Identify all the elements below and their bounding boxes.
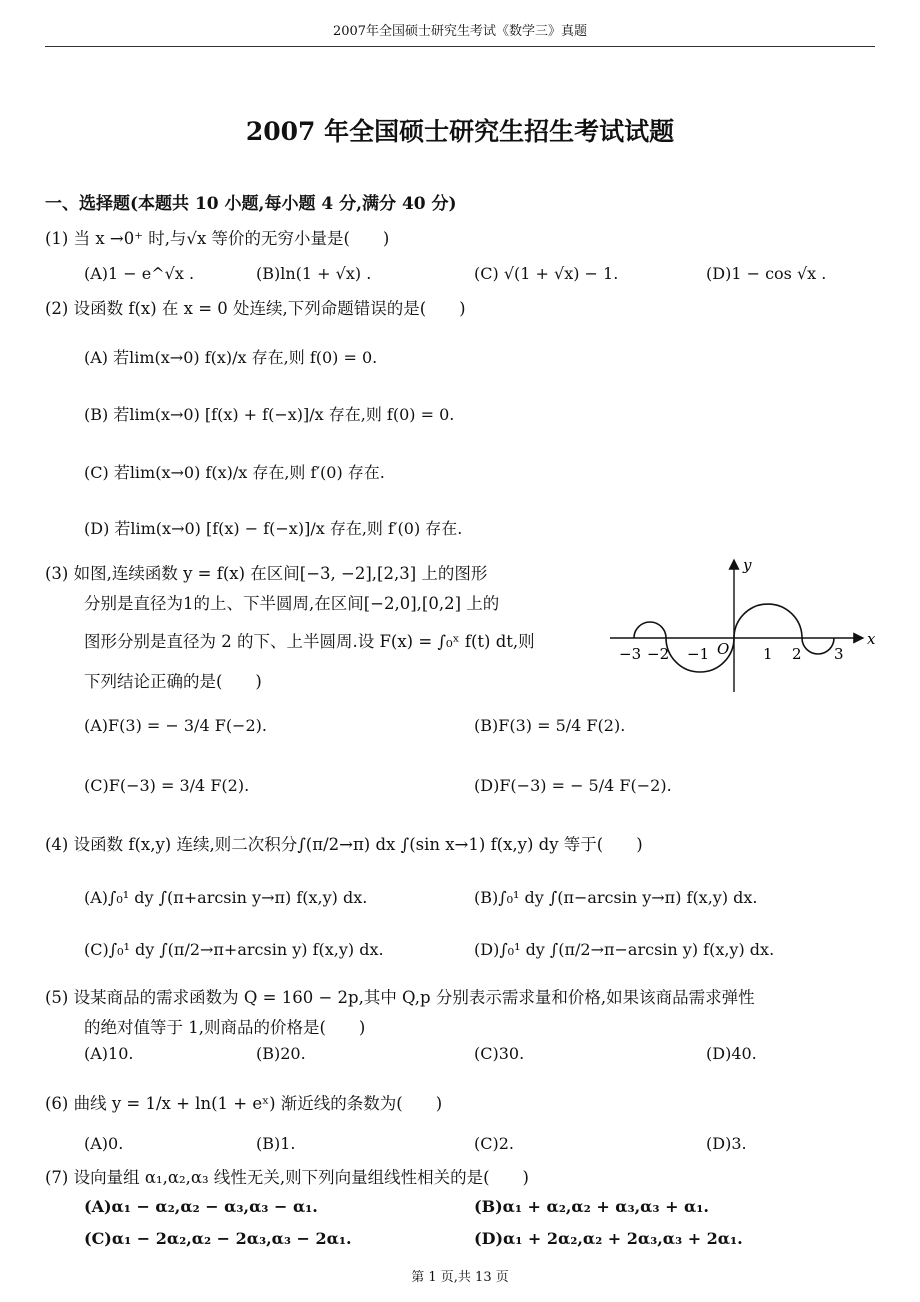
graph-y-label: y: [743, 556, 752, 574]
q6-option-d: (D)3.: [706, 1134, 747, 1153]
q3-line-2: 分别是直径为1的上、下半圆周,在区间[−2,0],[0,2] 上的: [84, 594, 500, 613]
graph-origin-label: O: [717, 640, 730, 658]
curve-upper-large-right: [734, 604, 802, 638]
curve-upper-small-left: [634, 622, 666, 638]
q7-option-d: (D)α₁ + 2α₂,α₂ + 2α₃,α₃ + 2α₁.: [474, 1229, 743, 1248]
q5-option-b: (B)20.: [256, 1044, 306, 1063]
q7-option-a: (A)α₁ − α₂,α₂ − α₃,α₃ − α₁.: [84, 1197, 318, 1216]
graph-tick-neg3: −3: [619, 645, 642, 663]
q5-option-d: (D)40.: [706, 1044, 757, 1063]
q1-option-c: (C) √(1 + √x) − 1.: [474, 264, 619, 283]
q6-option-c: (C)2.: [474, 1134, 514, 1153]
q3-option-a: (A)F(3) = − 3/4 F(−2).: [84, 716, 267, 735]
graph-tick-1: 1: [763, 645, 773, 663]
q4-option-a: (A)∫₀¹ dy ∫(π+arcsin y→π) f(x,y) dx.: [84, 888, 368, 907]
q7-option-b: (B)α₁ + α₂,α₂ + α₃,α₃ + α₁.: [474, 1197, 709, 1216]
graph-tick-neg1: −1: [687, 645, 710, 663]
q3-line-1: (3) 如图,连续函数 y = f(x) 在区间[−3, −2],[2,3] 上的图形: [45, 564, 488, 583]
q2-option-d: (D) 若lim(x→0) [f(x) − f(−x)]/x 存在,则 f′(0) 存在.: [84, 519, 463, 538]
q7-option-c: (C)α₁ − 2α₂,α₂ − 2α₃,α₃ − 2α₁.: [84, 1229, 352, 1248]
q3-line-4: 下列结论正确的是( ): [84, 672, 262, 691]
q5-line-2: 的绝对值等于 1,则商品的价格是( ): [84, 1018, 366, 1037]
q1-option-a: (A)1 − e^√x .: [84, 264, 195, 283]
q5-line-1: (5) 设某商品的需求函数为 Q = 160 − 2p,其中 Q,p 分别表示需求量和价格,如果该商品需求弹性: [45, 988, 755, 1007]
q6-stem: (6) 曲线 y = 1/x + ln(1 + eˣ) 渐近线的条数为( ): [45, 1094, 443, 1113]
q4-stem: (4) 设函数 f(x,y) 连续,则二次积分∫(π/2→π) dx ∫(sin x→1) f(x,y) dy 等于( ): [45, 835, 643, 854]
q3-option-c: (C)F(−3) = 3/4 F(2).: [84, 776, 250, 795]
q3-option-b: (B)F(3) = 5/4 F(2).: [474, 716, 626, 735]
curve-lower-small-right: [802, 638, 834, 654]
q4-option-d: (D)∫₀¹ dy ∫(π/2→π−arcsin y) f(x,y) dx.: [474, 940, 775, 959]
q2-option-b: (B) 若lim(x→0) [f(x) + f(−x)]/x 存在,则 f(0) = 0.: [84, 405, 455, 424]
header-rule: [45, 46, 875, 47]
q2-option-c: (C) 若lim(x→0) f(x)/x 存在,则 f′(0) 存在.: [84, 463, 385, 482]
q3-option-d: (D)F(−3) = − 5/4 F(−2).: [474, 776, 672, 795]
page-title: 2007 年全国硕士研究生招生考试试题: [245, 117, 675, 146]
section-heading: 一、选择题(本题共 10 小题,每小题 4 分,满分 40 分): [45, 194, 457, 214]
q4-option-c: (C)∫₀¹ dy ∫(π/2→π+arcsin y) f(x,y) dx.: [84, 940, 384, 959]
q2-stem: (2) 设函数 f(x) 在 x = 0 处连续,下列命题错误的是( ): [45, 299, 466, 318]
q4-option-b: (B)∫₀¹ dy ∫(π−arcsin y→π) f(x,y) dx.: [474, 888, 758, 907]
q6-option-b: (B)1.: [256, 1134, 296, 1153]
q7-stem: (7) 设向量组 α₁,α₂,α₃ 线性无关,则下列向量组线性相关的是( ): [45, 1168, 529, 1187]
q5-option-c: (C)30.: [474, 1044, 525, 1063]
q5-option-a: (A)10.: [84, 1044, 134, 1063]
graph-x-label: x: [867, 630, 876, 648]
q6-option-a: (A)0.: [84, 1134, 124, 1153]
page-header: 2007年全国硕士研究生考试《数学三》真题: [332, 24, 588, 39]
graph-tick-2: 2: [792, 645, 802, 663]
graph-tick-neg2: −2: [647, 645, 670, 663]
q3-graph: [605, 552, 880, 697]
q1-option-b: (B)ln(1 + √x) .: [256, 264, 372, 283]
page-footer: 第 1 页,共 13 页: [411, 1270, 509, 1285]
q1-option-d: (D)1 − cos √x .: [706, 264, 827, 283]
q2-option-a: (A) 若lim(x→0) f(x)/x 存在,则 f(0) = 0.: [84, 348, 378, 367]
q1-stem: (1) 当 x →0⁺ 时,与√x 等价的无穷小量是( ): [45, 229, 390, 248]
q3-line-3: 图形分别是直径为 2 的下、上半圆周.设 F(x) = ∫₀ˣ f(t) dt,则: [84, 632, 535, 651]
graph-tick-3: 3: [834, 645, 844, 663]
